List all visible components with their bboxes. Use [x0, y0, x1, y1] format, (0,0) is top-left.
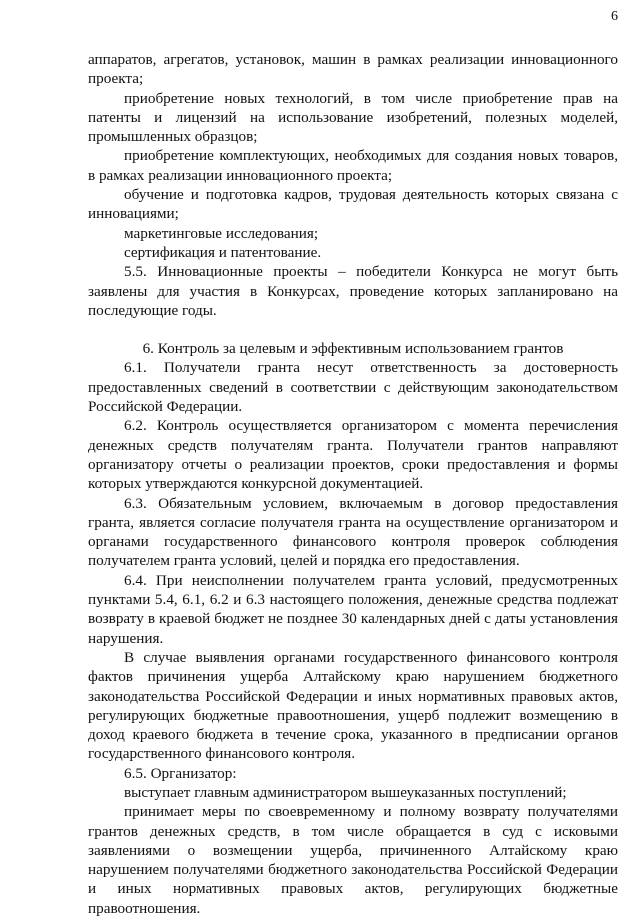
- list-item-technologies: приобретение новых технологий, в том числе приобретение прав на патенты и лицензий на использование изобретений, полезных моделей, промышленных образцов;: [88, 89, 618, 146]
- list-item-refund-measures: принимает меры по своевременному и полному возврату получателями грантов денежных средств, в том числе обращается в суд с исковыми заявлениями о возмещении ущерба, причиненного Алтайскому краю нарушением получателями бюджетного законодательства Российской Федерации и иных нормативных правовых актов, регулирующих бюджетные правоотношения.: [88, 803, 618, 917]
- paragraph-continuation: аппаратов, агрегатов, установок, машин в рамках реализации инновационного проекта;: [88, 51, 618, 88]
- paragraph-damage-recovery: В случае выявления органами государственного финансового контроля фактов причинения ущерба Алтайскому краю нарушением бюджетного законодательства Российской Федерации и иных нормативных правовых актов, регулирующих бюджетные правоотношения, ущерб подлежит возмещению в доход краевого бюджета в течение срока, указанного в предписании органов государственного финансового контроля.: [88, 648, 618, 763]
- list-item-training: обучение и подготовка кадров, трудовая деятельность которых связана с инновациями;: [88, 186, 618, 223]
- section-heading-6: 6. Контроль за целевым и эффективным использованием грантов: [142, 340, 564, 358]
- clause-6-3: 6.3. Обязательным условием, включаемым в договор предоставления гранта, является согласие получателя гранта на осуществление организатором и органами государственного финансового контроля проверок соблюдения получателем гранта условий, целей и порядка его предоставления.: [88, 494, 618, 570]
- clause-6-4: 6.4. При неисполнении получателем гранта условий, предусмотренных пунктами 5.4, 6.1, 6.2 и 6.3 настоящего положения, денежные средства подлежат возврату в краевой бюджет не позднее 30 календарных дней с даты установления нарушения.: [88, 571, 618, 647]
- page-number: 6: [611, 9, 618, 24]
- clause-6-2: 6.2. Контроль осуществляется организатором с момента перечисления денежных средств получателям гранта. Получатели грантов направляют организатору отчеты о реализации проектов, сроки предоставления и формы которых утверждаются конкурсной документацией.: [88, 417, 618, 493]
- document-body: [88, 50, 618, 918]
- list-item-components: приобретение комплектующих, необходимых для создания новых товаров, в рамках реализации инновационного проекта;: [88, 147, 618, 184]
- clause-6-5: 6.5. Организатор:: [124, 764, 237, 782]
- list-item-administrator: выступает главным администратором вышеуказанных поступлений;: [124, 783, 567, 801]
- clause-6-1: 6.1. Получатели гранта несут ответственность за достоверность предоставленных сведений в соответствии с действующим законодательством Российской Федерации.: [88, 359, 618, 416]
- list-item-marketing: маркетинговые исследования;: [124, 224, 319, 242]
- clause-5-5: 5.5. Инновационные проекты – победители Конкурса не могут быть заявлены для участия в Конкурсах, проведение которых запланировано на последующие годы.: [88, 263, 618, 319]
- list-item-certification: сертификация и патентование.: [124, 243, 322, 261]
